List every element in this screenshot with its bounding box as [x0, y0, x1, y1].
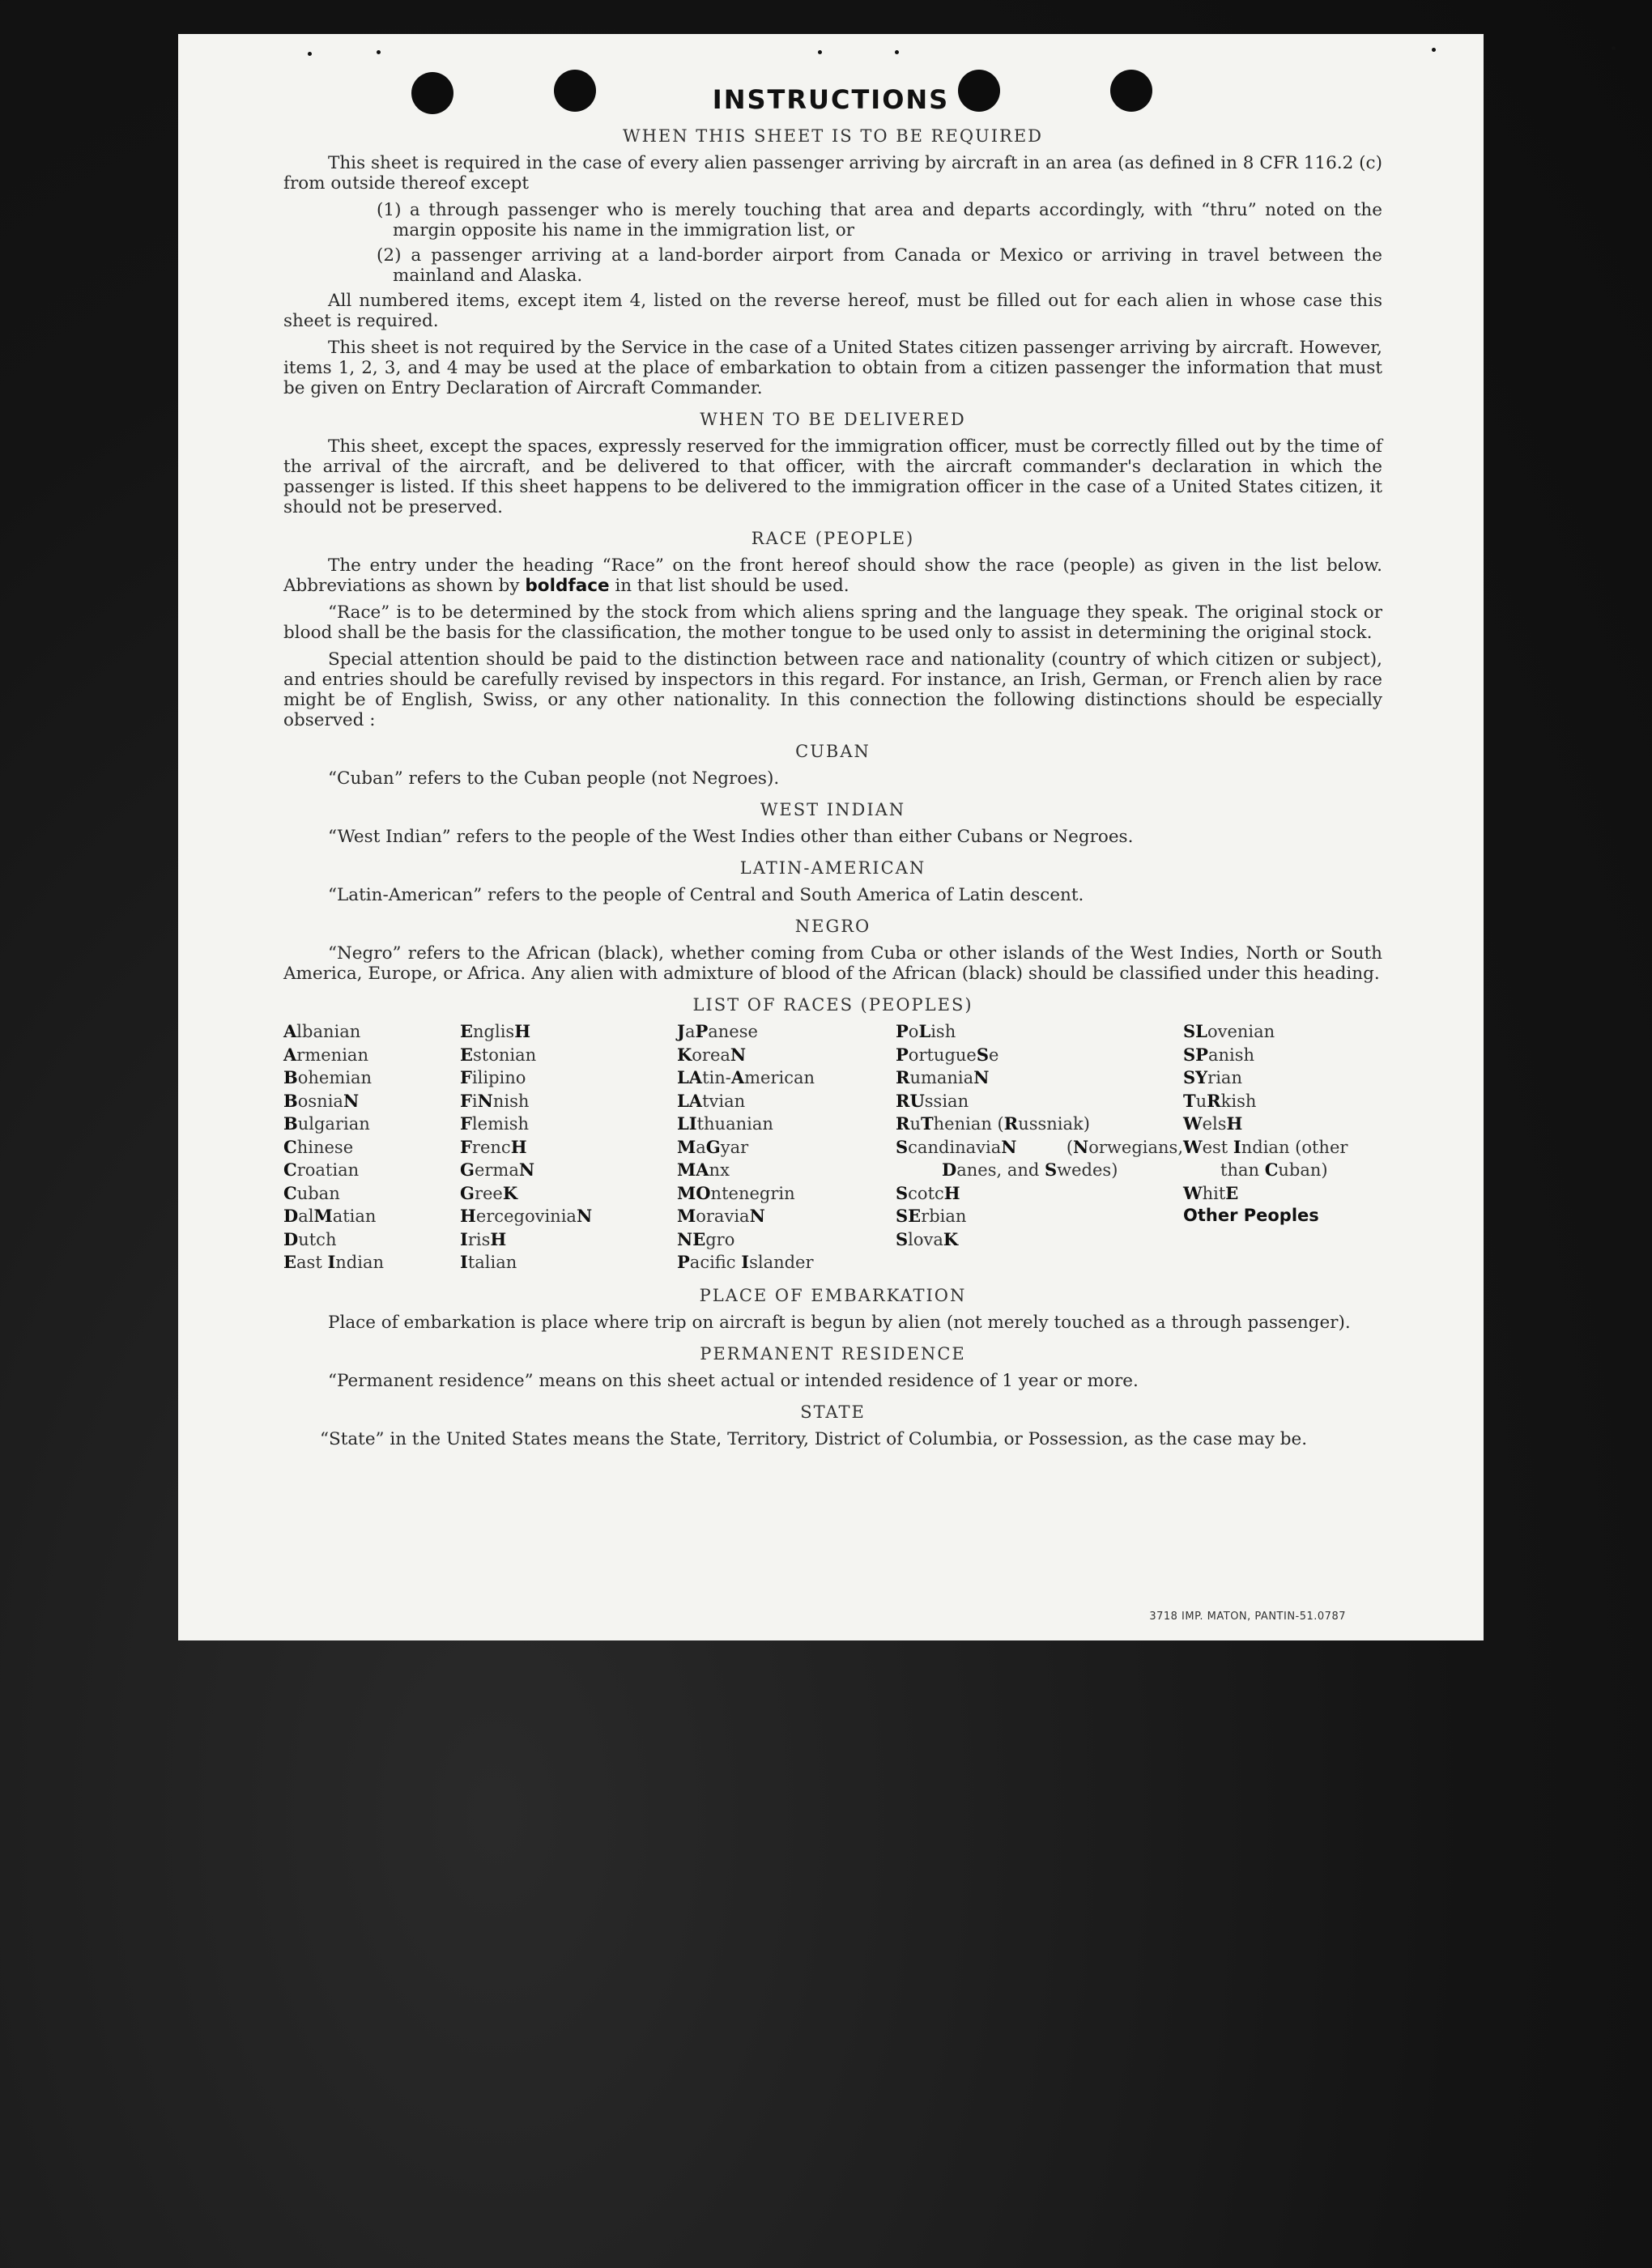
race-item: Estonian	[460, 1044, 537, 1065]
section-heading: PERMANENT RESIDENCE	[700, 1343, 966, 1364]
paragraph: This sheet, except the spaces, expressly reserved for the immigration officer, must be correctly filled out by the time of the arrival of the aircraft, and be delivered to that officer, with the aircraft commander's declaration in which the passenger is listed. If this sheet happens to be delivered to the immigration officer in the case of a United States citizen, it should not be preserved.	[283, 436, 1382, 517]
race-item: East Indian	[283, 1252, 384, 1272]
race-item: SPanish	[1183, 1044, 1255, 1065]
race-item: Chinese	[283, 1136, 354, 1157]
race-item: Croatian	[283, 1160, 360, 1180]
race-item: GermaN	[460, 1160, 535, 1180]
race-item: SlovaK	[896, 1228, 959, 1249]
race-item: Italian	[460, 1252, 517, 1272]
race-item: ScotcH	[896, 1182, 960, 1203]
paragraph: (1) a through passenger who is merely touching that area and departs accordingly, with “thru” noted on the margin opposite his name in the immigration list, or	[377, 200, 1382, 240]
race-item: Albanian	[283, 1021, 361, 1041]
race-item: DalMatian	[283, 1206, 377, 1226]
race-item: WelsH	[1183, 1113, 1243, 1134]
race-item: MOntenegrin	[677, 1182, 795, 1203]
race-item: Pacific Islander	[677, 1252, 814, 1272]
races-column	[896, 1020, 1183, 1274]
race-item: West Indian (other than Cuban)	[1183, 1136, 1348, 1180]
section-heading: RACE (PEOPLE)	[751, 529, 915, 548]
race-item: FrencH	[460, 1136, 527, 1157]
instructions-body	[283, 126, 1382, 1456]
race-item: Dutch	[283, 1228, 337, 1249]
page-title: INSTRUCTIONS	[712, 84, 950, 115]
race-item: Filipino	[460, 1067, 526, 1087]
paragraph: “State” in the United States means the State, Territory, District of Columbia, or Possession, as the case may be.	[320, 1428, 1308, 1449]
races-column	[677, 1020, 896, 1274]
section-heading: LIST OF RACES (PEOPLES)	[692, 995, 973, 1015]
paragraph: All numbered items, except item 4, listed on the reverse hereof, must be filled out for each alien in whose case this sheet is required.	[283, 291, 1382, 331]
section-heading: STATE	[800, 1402, 866, 1422]
race-item: JaPanese	[677, 1021, 758, 1041]
paragraph: “Cuban” refers to the Cuban people (not Negroes).	[328, 768, 780, 789]
race-item: SLovenian	[1183, 1021, 1275, 1041]
race-item: GreeK	[460, 1182, 518, 1203]
race-item: ScandinaviaN (Norwegians, Danes, and Swedes)	[896, 1136, 1183, 1180]
section-heading: CUBAN	[795, 742, 871, 761]
section-heading: WEST INDIAN	[760, 800, 906, 819]
race-item: Bohemian	[283, 1067, 373, 1087]
race-item: PoLish	[896, 1021, 956, 1041]
paragraph: Place of embarkation is place where trip on aircraft is begun by alien (not merely touched as a through passenger).	[328, 1312, 1351, 1333]
races-column	[460, 1020, 677, 1274]
race-item: Bulgarian	[283, 1113, 370, 1134]
race-item: Armenian	[283, 1044, 368, 1065]
race-item: RumaniaN	[896, 1067, 990, 1087]
race-item: SYrian	[1183, 1067, 1242, 1087]
section-heading: PLACE OF EMBARKATION	[699, 1285, 967, 1305]
race-item: PortugueSe	[896, 1044, 999, 1065]
paragraph: Special attention should be paid to the distinction between race and nationality (country of which citizen or subject), and entries should be carefully revised by inspectors in this regard. For instance, an Irish, German, or French alien by race might be of English, Swiss, or any other nationality. In this connection the following distinctions should be especially observed :	[283, 649, 1382, 730]
races-column	[1183, 1020, 1377, 1274]
paragraph: “Latin-American” refers to the people of Central and South America of Latin descent.	[328, 885, 1084, 905]
race-item: FiNnish	[460, 1090, 530, 1111]
section-heading: WHEN TO BE DELIVERED	[700, 410, 966, 429]
race-item: IrisH	[460, 1228, 507, 1249]
section-heading: NEGRO	[794, 917, 871, 936]
section-heading: WHEN THIS SHEET IS TO BE REQUIRED	[622, 126, 1044, 146]
bold-term: boldface	[525, 576, 610, 596]
race-item: MaGyar	[677, 1136, 749, 1157]
race-item: HercegoviniaN	[460, 1206, 593, 1226]
race-item: LAtin-American	[677, 1067, 815, 1087]
paragraph-text: in that list should be used.	[609, 576, 849, 596]
race-item: Other Peoples	[1183, 1206, 1319, 1225]
paragraph: (2) a passenger arriving at a land-border airport from Canada or Mexico or arriving in travel between the mainland and Alaska.	[377, 245, 1382, 286]
race-item: SErbian	[896, 1206, 967, 1226]
race-item: RuThenian (Russniak)	[896, 1113, 1090, 1134]
paragraph: This sheet is not required by the Service in the case of a United States citizen passenger arriving by aircraft. However, items 1, 2, 3, and 4 may be used at the place of embarkation to obtain from a citizen passenger the information that must be given on Entry Declaration of Aircraft Commander.	[283, 338, 1382, 398]
race-item: LAtvian	[677, 1090, 746, 1111]
paragraph: “West Indian” refers to the people of the West Indies other than either Cubans or Negroes.	[328, 827, 1134, 847]
races-column	[283, 1020, 460, 1274]
races-list	[283, 1020, 1382, 1274]
race-item: LIthuanian	[677, 1113, 773, 1134]
paragraph: “Race” is to be determined by the stock from which aliens spring and the language they speak. The original stock or blood shall be the basis for the classification, the mother tongue to be used only to assist in determining the original stock.	[283, 602, 1382, 643]
paragraph-text: The entry under the heading “Race” on the front hereof should show the race (people) as given in the list below. Abbreviations as shown by	[283, 555, 1382, 596]
race-item: EnglisH	[460, 1021, 531, 1041]
form-code: 3718 IMP. MATON, PANTIN-51.0787	[1149, 1611, 1346, 1623]
race-item: MoraviaN	[677, 1206, 765, 1226]
race-item: BosniaN	[283, 1090, 360, 1111]
race-item: Cuban	[283, 1182, 340, 1203]
race-item: MAnx	[677, 1160, 730, 1180]
race-item: KoreaN	[677, 1044, 747, 1065]
race-item: TuRkish	[1183, 1090, 1257, 1111]
race-item: WhitE	[1183, 1182, 1239, 1203]
paragraph: This sheet is required in the case of every alien passenger arriving by aircraft in an area (as defined in 8 CFR 116.2 (c) from outside thereof except	[283, 153, 1382, 194]
paragraph	[283, 555, 1382, 596]
race-item: RUssian	[896, 1090, 969, 1111]
race-item: NEgro	[677, 1228, 735, 1249]
paragraph: “Negro” refers to the African (black), whether coming from Cuba or other islands of the West Indies, North or South America, Europe, or Africa. Any alien with admixture of blood of the African (black) should be classified under this heading.	[283, 943, 1382, 984]
section-heading: LATIN-AMERICAN	[739, 858, 926, 878]
paragraph: “Permanent residence” means on this sheet actual or intended residence of 1 year or more.	[328, 1370, 1139, 1391]
race-item: Flemish	[460, 1113, 529, 1134]
document-page	[178, 34, 1484, 1640]
